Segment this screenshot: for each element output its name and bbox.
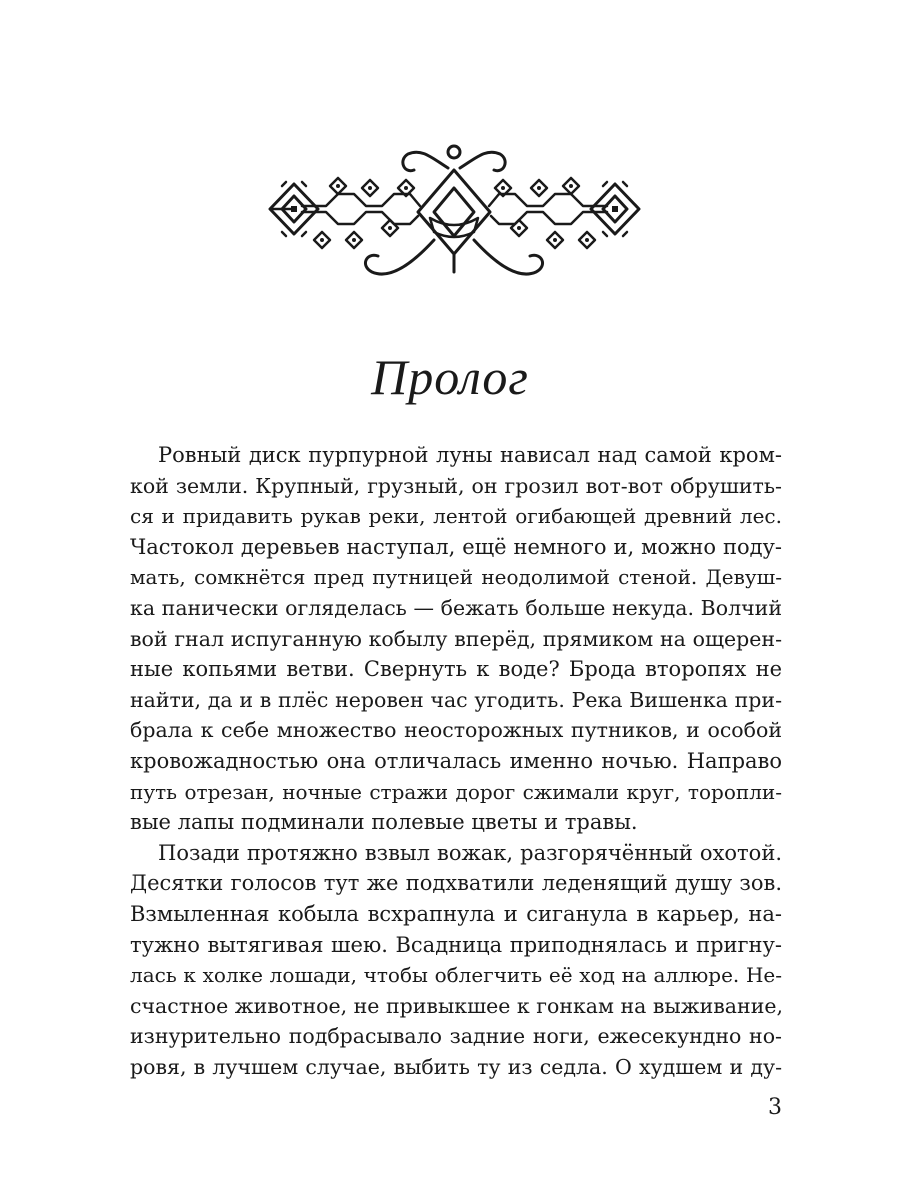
text-line: ровя, в лучшем случае, выбить ту из седла. О худшем и ду- bbox=[130, 1054, 782, 1079]
text-line: Позади протяжно взвыл вожак, разгорячённый охотой. bbox=[158, 840, 782, 865]
page-number: 3 bbox=[768, 1095, 782, 1120]
text-line: счастное животное, не привыкшее к гонкам на выживание, bbox=[130, 993, 784, 1018]
text-line: вые лапы подминали полевые цветы и травы. bbox=[130, 810, 638, 835]
text-line: путь отрезан, ночные стражи дорог сжимали круг, торопли- bbox=[130, 779, 782, 804]
text-line: мать, сомкнётся пред путницей неодолимой стеной. Девуш- bbox=[130, 565, 782, 590]
chapter-title: Пролог bbox=[371, 349, 529, 405]
text-line: Частокол деревьев наступал, ещё немного и, можно поду- bbox=[130, 534, 782, 559]
text-line: брала к себе множество неосторожных путников, и особой bbox=[130, 718, 782, 743]
text-line: кой земли. Крупный, грузный, он грозил вот-вот обрушить- bbox=[130, 473, 782, 498]
text-line: кровожадностью она отличалась именно ночью. Направо bbox=[130, 748, 782, 773]
text-line: ные копьями ветви. Свернуть к воде? Брода второпях не bbox=[130, 657, 782, 682]
text-line: Ровный диск пурпурной луны нависал над самой кром- bbox=[158, 443, 782, 467]
text-line: Взмыленная кобыла всхрапнула и сиганула в карьер, на- bbox=[130, 901, 782, 926]
text-line: ся и придавить рукав реки, лентой огибающей древний лес. bbox=[130, 504, 782, 529]
text-line: изнурительно подбрасывало задние ноги, ежесекундно но- bbox=[130, 1024, 782, 1049]
text-line: ка панически огляделась — бежать больше некуда. Волчий bbox=[130, 595, 782, 620]
text-line: найти, да и в плёс неровен час угодить. Река Вишенка при- bbox=[130, 687, 782, 712]
text-line: Десятки голосов тут же подхватили леденящий душу зов. bbox=[130, 871, 782, 896]
text-line: тужно вытягивая шею. Всадница приподнялась и пригну- bbox=[130, 932, 782, 957]
text-line: вой гнал испуганную кобылу вперёд, прямиком на ощерен- bbox=[130, 626, 782, 651]
text-line: лась к холке лошади, чтобы облегчить её ход на аллюре. Не- bbox=[130, 963, 782, 988]
body-text bbox=[130, 440, 782, 1082]
chapter-ornament bbox=[262, 140, 647, 285]
